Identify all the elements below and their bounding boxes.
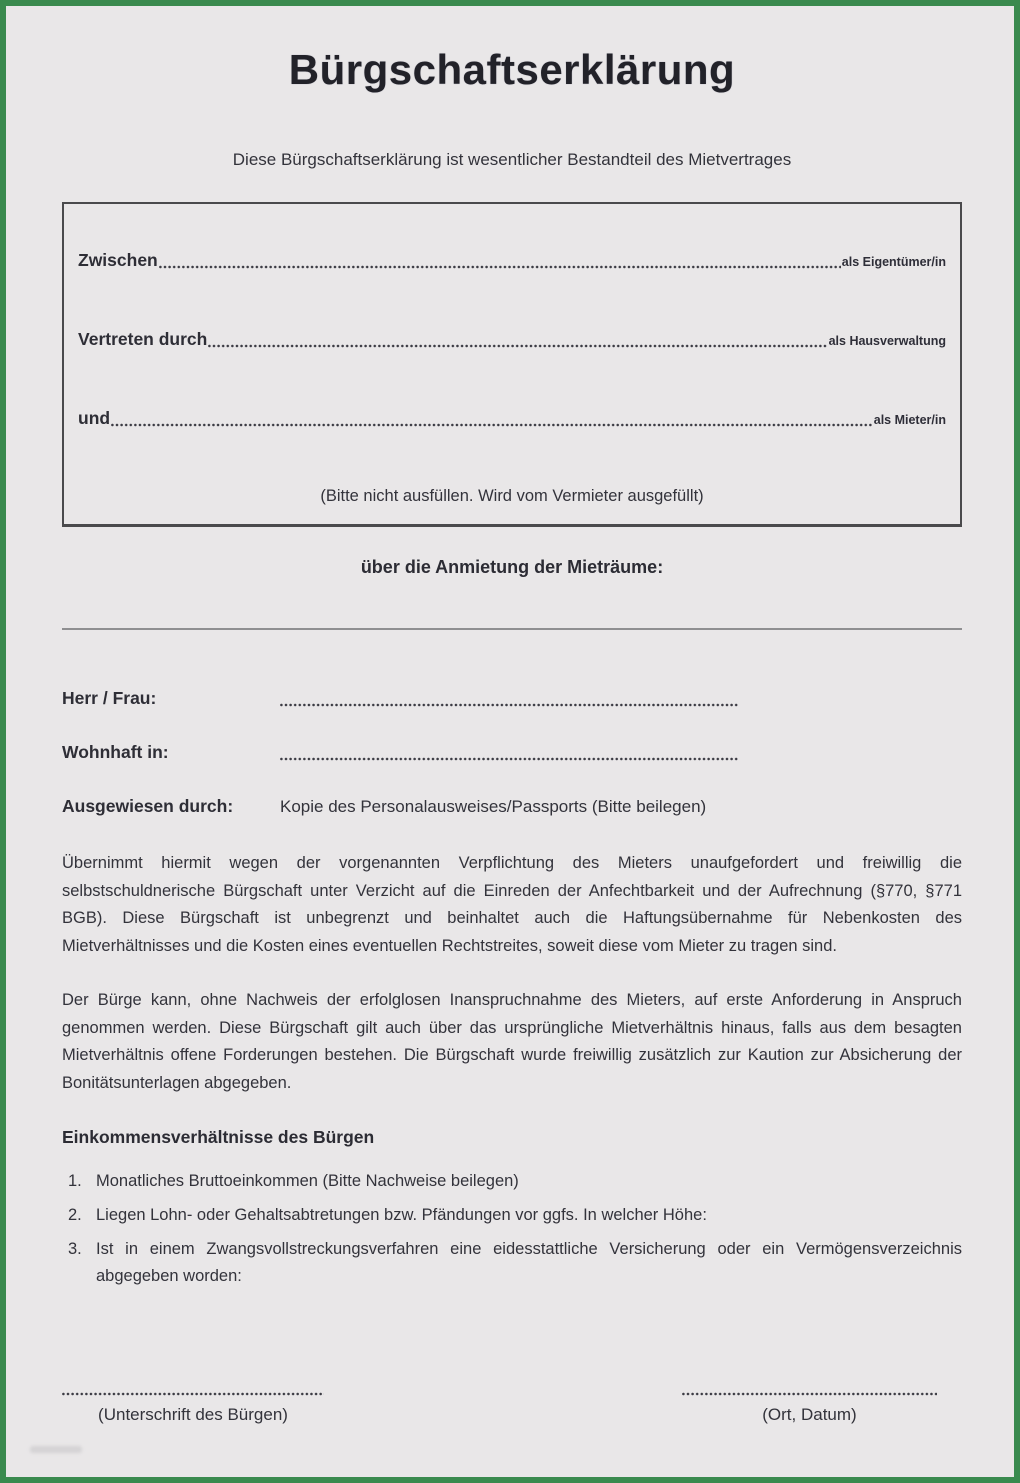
- party-label-zwischen: Zwischen: [78, 250, 158, 270]
- guarantor-signature-line: [62, 1386, 324, 1398]
- list-item-number: 1.: [68, 1172, 82, 1190]
- place-date-line: [682, 1386, 937, 1398]
- person-row-name: [62, 688, 962, 709]
- party-label-vertreten-durch: Vertreten durch: [78, 329, 208, 349]
- page-title: Bürgschaftserklärung: [288, 46, 736, 93]
- paragraph-guarantee-terms: Übernimmt hiermit wegen der vorgenannten Verpflichtung des Mieters unaufgefordert und freiwillig die selbstschuldnerische Bürgschaft unter Verzicht auf die Einreden der Anfechtbarkeit und der Aufrechnung (§770, §771 BGB). Diese Bürgschaft ist unbegrenzt und beinhaltet auch die Haftungsübernahme für Nebenkosten des Mietverhältnisses und die Kosten eines eventuellen Rechtstreites, soweit diese vom Mieter zu tragen sind.: [62, 854, 962, 955]
- list-item-text: Ist in einem Zwangsvollstreckungsverfahren eine eidesstattliche Versicherung oder ein Vermögensverzeichnis abgegeben worden:: [96, 1240, 962, 1285]
- name-blank-field: [280, 697, 738, 709]
- list-item-enforcement: [62, 1236, 962, 1290]
- person-label-address: Wohnhaft in:: [62, 742, 169, 762]
- party-row-owner: [78, 250, 946, 271]
- section-divider: [62, 628, 962, 630]
- place-date-label: (Ort, Datum): [762, 1405, 857, 1424]
- party-suffix-owner: als Eigentümer/in: [841, 255, 946, 269]
- parties-box: [62, 202, 962, 527]
- signature-block-guarantor: [62, 1386, 324, 1425]
- list-item-number: 2.: [68, 1206, 82, 1224]
- person-section: [62, 688, 962, 817]
- list-item-income: [62, 1168, 962, 1195]
- person-row-address: [62, 742, 962, 763]
- dotted-leader: [111, 417, 873, 429]
- signature-section: [62, 1386, 962, 1425]
- paragraph-claim-terms: Der Bürge kann, ohne Nachweis der erfolglosen Inanspruchnahme des Mieters, auf erste Anforderung in Anspruch genommen werden. Diese Bürgschaft gilt auch über das ursprüngliche Mietverhältnis hinaus, falls aus dem besagten Mietverhältnis offene Forderungen bestehen. Die Bürgschaft wurde freiwillig zusätzlich zur Kaution zur Absicherung der Bonitätsunterlagen abgegeben.: [62, 991, 962, 1092]
- income-section-heading: Einkommensverhältnisse des Bürgen: [62, 1127, 375, 1147]
- signature-block-place-date: [682, 1386, 937, 1425]
- income-list: [62, 1168, 962, 1290]
- person-id-value: Kopie des Personalausweises/Passports (Bitte beilegen): [280, 797, 707, 816]
- list-item-text: Liegen Lohn- oder Gehaltsabtretungen bzw. Pfändungen vor ggfs. In welcher Höhe:: [96, 1206, 707, 1224]
- guarantor-signature-label: (Unterschrift des Bürgen): [98, 1405, 288, 1424]
- party-row-tenant: [78, 408, 946, 429]
- party-label-und: und: [78, 408, 111, 428]
- list-item-garnishment: [62, 1202, 962, 1229]
- address-blank-field: [280, 751, 738, 763]
- party-suffix-tenant: als Mieter/in: [873, 413, 946, 427]
- person-row-id: [62, 796, 962, 817]
- person-label-name: Herr / Frau:: [62, 688, 157, 708]
- list-item-text: Monatliches Bruttoeinkommen (Bitte Nachweise beilegen): [96, 1172, 519, 1190]
- party-row-management: [78, 329, 946, 350]
- faint-watermark: [30, 1446, 82, 1453]
- rental-heading: über die Anmietung der Mieträume:: [360, 557, 664, 577]
- party-suffix-management: als Hausverwaltung: [828, 334, 946, 348]
- document-subtitle: Diese Bürgschaftserklärung ist wesentlicher Bestandteil des Mietvertrages: [232, 150, 792, 169]
- person-label-id: Ausgewiesen durch:: [62, 796, 234, 816]
- dotted-leader: [208, 338, 827, 350]
- list-item-number: 3.: [68, 1240, 82, 1258]
- fill-note: (Bitte nicht ausfüllen. Wird vom Vermieter ausgefüllt): [320, 487, 704, 505]
- dotted-leader: [159, 259, 841, 271]
